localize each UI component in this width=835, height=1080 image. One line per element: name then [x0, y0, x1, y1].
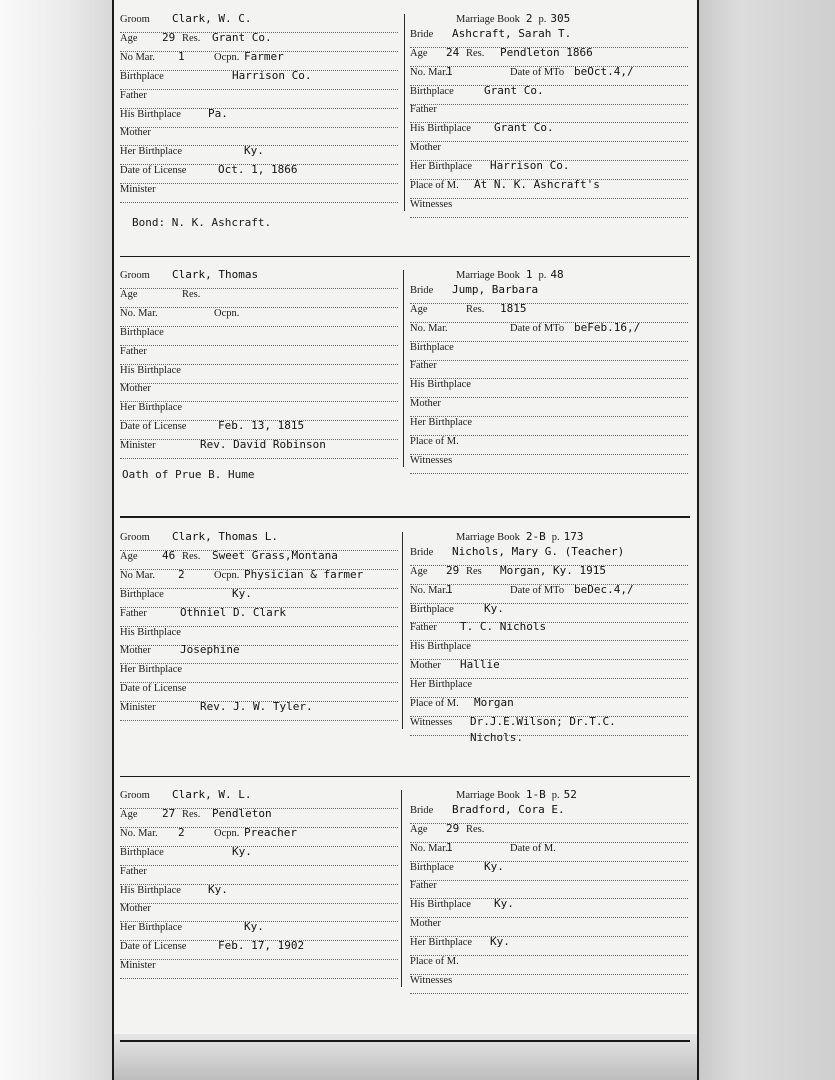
field-label: Mother	[410, 398, 441, 410]
field-label: Her Birthplace	[410, 161, 473, 173]
field-label: Father	[410, 104, 437, 116]
field-value: Ky.	[490, 935, 510, 949]
field-value: Ky.	[244, 920, 264, 934]
field-label: No. Mar.	[120, 827, 158, 839]
field-label: Res.	[466, 823, 485, 835]
field-value: Ky.	[494, 897, 514, 911]
field-label: Date of License	[120, 421, 187, 433]
field-line	[120, 866, 398, 885]
marriage-book-label: Marriage Book	[456, 790, 520, 801]
field-label: No Mar.	[120, 569, 155, 581]
field-value: Physician & farmer	[244, 567, 364, 581]
field-label: Date of MTo	[510, 66, 565, 78]
field-label: Minister	[120, 960, 156, 972]
page-number: 52	[563, 788, 577, 801]
field-line	[410, 880, 688, 899]
field-label: Her Birthplace	[120, 664, 183, 676]
field-value: Pendleton	[212, 806, 272, 820]
field-label: No. Mar.	[410, 66, 448, 78]
field-label: No. Mar.	[410, 322, 448, 334]
field-label: Res.	[182, 288, 201, 300]
field-label: Date of MTo	[510, 322, 565, 334]
field-line	[120, 960, 398, 979]
field-label: Age	[120, 808, 138, 820]
field-value: Ky.	[232, 844, 252, 858]
field-line	[410, 899, 688, 918]
page-label: p.	[538, 14, 547, 25]
field-label: Res.	[182, 550, 201, 562]
field-value: Ky.	[232, 586, 252, 600]
field-label: Her Birthplace	[410, 417, 473, 429]
field-label: Mother	[120, 127, 151, 139]
field-label: No. Mar.	[120, 307, 158, 319]
field-value: 1815	[500, 301, 527, 315]
field-label: Birthplace	[120, 846, 164, 858]
field-label: Ocpn.	[214, 569, 240, 581]
field-value: Farmer	[244, 49, 284, 63]
field-label: Bride	[410, 28, 434, 40]
field-label: Father	[410, 360, 437, 372]
record-note: Bond: N. K. Ashcraft.	[132, 216, 272, 229]
field-value: Nichols, Mary G. (Teacher)	[452, 544, 625, 558]
field-label: His Birthplace	[120, 626, 181, 638]
field-value: 29	[446, 821, 460, 835]
field-value: 2	[178, 825, 185, 839]
marriage-book-number: 2-B	[525, 530, 546, 543]
field-label: Age	[410, 47, 428, 59]
field-label: Minister	[120, 440, 156, 452]
field-label: Her Birthplace	[120, 146, 183, 158]
field-value: 29	[446, 563, 460, 577]
field-label: Her Birthplace	[120, 402, 183, 414]
field-label: Bride	[410, 546, 434, 558]
field-label: Place of M.	[410, 180, 459, 192]
field-label: Father	[120, 89, 147, 101]
field-line	[120, 882, 398, 904]
bride-column	[410, 802, 688, 1002]
field-value: Ky.	[484, 859, 504, 873]
marriage-book-number: 1	[525, 268, 533, 281]
marriage-book-label: Marriage Book	[456, 532, 520, 543]
field-label: Age	[410, 303, 428, 315]
field-label: Father	[120, 865, 147, 877]
field-label: No. Mar.	[410, 584, 448, 596]
field-line	[410, 937, 688, 956]
field-label: Mother	[120, 903, 151, 915]
field-label: Place of M.	[410, 956, 459, 968]
record-note: Oath of Prue B. Hume	[122, 468, 255, 481]
field-label: Father	[410, 622, 437, 634]
field-label: Minister	[120, 184, 156, 196]
field-label: Birthplace	[120, 326, 164, 338]
field-value: 46	[162, 548, 176, 562]
field-label: Witnesses	[410, 198, 453, 210]
field-label: Res.	[466, 303, 485, 315]
field-label: Date of MTo	[510, 584, 565, 596]
field-value: Grant Co.	[494, 121, 554, 135]
field-label: Date of License	[120, 165, 187, 177]
page-number: 48	[550, 268, 564, 281]
field-label: His Birthplace	[410, 899, 471, 911]
field-value: Othniel D. Clark	[180, 605, 286, 619]
field-label: Father	[120, 607, 147, 619]
page-number: 305	[550, 12, 571, 25]
field-value: Clark, Thomas	[172, 268, 259, 281]
field-line	[410, 956, 688, 975]
field-label: His Birthplace	[410, 379, 471, 391]
field-value: At N. K. Ashcraft's	[474, 178, 600, 192]
field-label: Date of License	[120, 941, 187, 953]
field-value: beFeb.16,/	[574, 320, 641, 334]
field-value: Morgan	[474, 696, 514, 710]
field-label: Birthplace	[410, 85, 454, 97]
field-label: His Birthplace	[410, 123, 471, 135]
field-line	[410, 918, 688, 937]
marriage-book-reference	[456, 788, 577, 801]
field-label: Age	[120, 288, 138, 300]
field-label: Res.	[466, 47, 485, 59]
field-label: His Birthplace	[120, 108, 181, 120]
field-label: Witnesses	[410, 454, 453, 466]
field-label: Mother	[410, 142, 441, 154]
field-value: beDec.4,/	[574, 582, 634, 596]
field-value: Grant Co.	[484, 83, 544, 97]
column-divider	[401, 790, 402, 987]
field-value: 27	[162, 806, 176, 820]
field-label: His Birthplace	[120, 364, 181, 376]
field-label: Age	[410, 823, 428, 835]
field-value: 29	[162, 30, 176, 44]
marriage-book-number: 1-B	[525, 788, 546, 801]
field-value: T. C. Nichols	[460, 620, 547, 634]
field-value: Grant Co.	[212, 30, 272, 44]
field-value: 24	[446, 45, 460, 59]
field-label: Father	[120, 345, 147, 357]
field-label: Birthplace	[410, 861, 454, 873]
field-label: Age	[410, 565, 428, 577]
field-label: Birthplace	[120, 70, 164, 82]
field-label: Age	[120, 32, 138, 44]
field-label: Groom	[120, 14, 150, 25]
field-label: Bride	[410, 804, 434, 816]
field-label: Res	[466, 565, 482, 577]
field-value: Jump, Barbara	[452, 282, 539, 296]
field-value: Harrison Co.	[232, 68, 312, 82]
field-value: 1	[446, 582, 453, 596]
page-label: p.	[538, 270, 547, 281]
field-label: His Birthplace	[410, 641, 471, 653]
field-value: Oct. 1, 1866	[218, 163, 298, 177]
field-label: His Birthplace	[120, 884, 181, 896]
field-value: Pendleton 1866	[500, 45, 593, 59]
field-line	[410, 975, 688, 994]
field-label: Groom	[120, 532, 150, 543]
field-value: Clark, Thomas L.	[172, 530, 278, 543]
field-value: 2	[178, 567, 185, 581]
field-value: Feb. 13, 1815	[218, 419, 305, 433]
field-label: Age	[120, 550, 138, 562]
field-label: Her Birthplace	[410, 937, 473, 949]
marriage-book-number: 2	[525, 12, 533, 25]
field-label: Father	[410, 880, 437, 892]
field-value: Clark, W. L.	[172, 788, 252, 801]
field-value: Feb. 17, 1902	[218, 939, 305, 953]
field-line	[410, 859, 688, 881]
field-value: Hallie	[460, 658, 500, 672]
groom-column	[120, 790, 398, 983]
field-label: Her Birthplace	[120, 922, 183, 934]
field-label: Her Birthplace	[410, 679, 473, 691]
field-line	[120, 941, 398, 960]
field-value: Morgan, Ky. 1915	[500, 563, 606, 577]
field-label: Witnesses	[410, 974, 453, 986]
field-value: Preacher	[244, 825, 297, 839]
field-label: Ocpn.	[214, 307, 240, 319]
field-value: Josephine	[180, 643, 240, 657]
field-label: Witnesses	[410, 716, 453, 728]
field-label: No. Mar.	[410, 842, 448, 854]
field-label: Res.	[182, 32, 201, 44]
field-value: Pa.	[208, 106, 228, 120]
field-value: Ashcraft, Sarah T.	[452, 26, 572, 40]
field-value: beOct.4,/	[574, 64, 634, 78]
field-label: Birthplace	[120, 588, 164, 600]
field-value: Ky.	[484, 601, 504, 615]
field-value: Ky.	[244, 144, 264, 158]
field-value: Harrison Co.	[490, 159, 570, 173]
field-value: Rev. J. W. Tyler.	[200, 700, 313, 714]
record-note: Nichols.	[470, 731, 523, 744]
field-value: Sweet Grass,Montana	[212, 548, 338, 562]
field-value: 1	[178, 49, 185, 63]
field-value: 1	[446, 64, 453, 78]
field-label: Ocpn.	[214, 827, 240, 839]
page-number: 173	[563, 530, 584, 543]
field-label: Birthplace	[410, 341, 454, 353]
field-value: 1	[446, 840, 453, 854]
field-value: Bradford, Cora E.	[452, 802, 565, 816]
field-label: Groom	[120, 790, 150, 801]
field-label: Place of M.	[410, 698, 459, 710]
field-label: Minister	[120, 702, 156, 714]
field-line	[120, 844, 398, 866]
field-value: Clark, W. C.	[172, 12, 252, 25]
field-label: Res.	[182, 808, 201, 820]
marriage-book-label: Marriage Book	[456, 14, 520, 25]
field-line	[410, 840, 688, 862]
field-label: Mother	[120, 383, 151, 395]
field-value: Ky.	[208, 882, 228, 896]
field-label: No Mar.	[120, 51, 155, 63]
field-label: Mother	[120, 645, 151, 657]
field-value: Rev. David Robinson	[200, 438, 326, 452]
field-label: Mother	[410, 660, 441, 672]
page-label: p.	[551, 532, 560, 543]
field-label: Groom	[120, 270, 150, 281]
field-line	[120, 825, 398, 847]
field-label: Bride	[410, 284, 434, 296]
field-label: Place of M.	[410, 436, 459, 448]
field-value: Dr.J.E.Wilson; Dr.T.C.	[470, 714, 616, 728]
field-label: Date of M.	[510, 842, 556, 854]
field-label: Date of License	[120, 683, 187, 695]
field-label: Mother	[410, 918, 441, 930]
marriage-book-label: Marriage Book	[456, 270, 520, 281]
page-label: p.	[551, 790, 560, 801]
field-label: Ocpn.	[214, 51, 240, 63]
field-label: Birthplace	[410, 603, 454, 615]
